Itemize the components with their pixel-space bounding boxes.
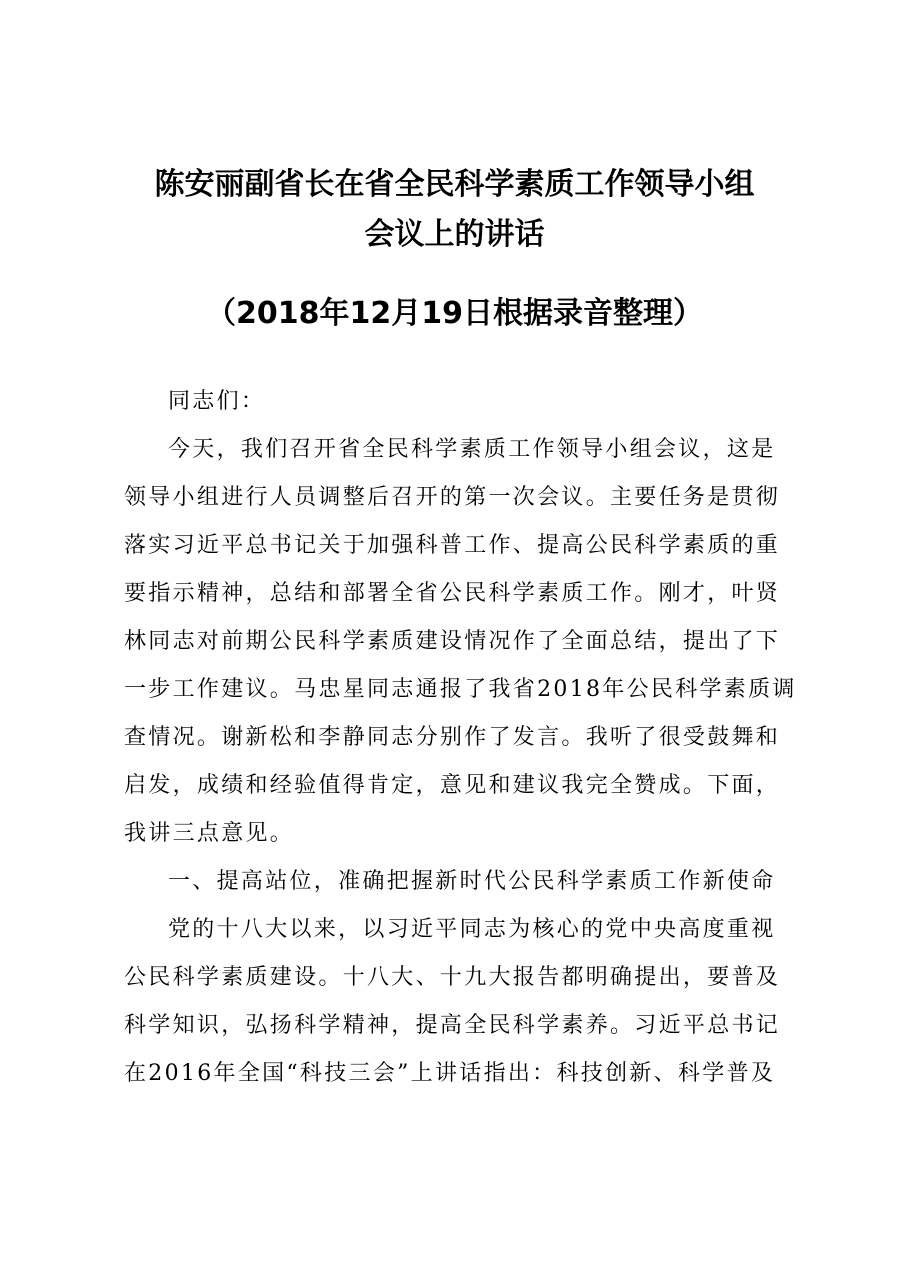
- paragraph-line: 一步工作建议。马忠星同志通报了我省2018年公民科学素质调: [124, 677, 797, 702]
- paragraph-line: 今天，我们召开省全民科学素质工作领导小组会议，这是: [168, 437, 776, 462]
- document-body: [124, 378, 796, 1098]
- document-title: [0, 160, 909, 260]
- document-subtitle: （2018年12月19日根据录音整理）: [206, 296, 703, 331]
- paragraph-line: 启发，成绩和经验值得肯定，意见和建议我完全赞成。下面，: [124, 773, 781, 798]
- paragraph-line: 要指示精神，总结和部署全省公民科学素质工作。刚才，叶贤: [124, 581, 781, 606]
- paragraph-line: 查情况。谢新松和李静同志分别作了发言。我听了很受鼓舞和: [124, 725, 781, 750]
- paragraph-line: 科学知识，弘扬科学精神，提高全民科学素养。习近平总书记: [124, 1013, 781, 1038]
- salutation: [124, 378, 796, 426]
- title-line-1: 陈安丽副省长在省全民科学素质工作领导小组: [154, 167, 755, 202]
- paragraph-line: 落实习近平总书记关于加强科普工作、提高公民科学素质的重: [124, 533, 781, 558]
- paragraph-line: 林同志对前期公民科学素质建设情况作了全面总结，提出了下: [124, 629, 781, 654]
- section-heading-1: [124, 858, 796, 906]
- paragraph-2: [124, 906, 796, 1098]
- paragraph-1: [124, 426, 796, 858]
- paragraph-line: 领导小组进行人员调整后召开的第一次会议。主要任务是贯彻: [124, 485, 781, 510]
- salutation-text: 同志们：: [168, 389, 266, 414]
- title-line-2: 会议上的讲话: [364, 217, 545, 252]
- paragraph-line: 公民科学素质建设。十八大、十九大报告都明确提出，要普及: [124, 965, 781, 990]
- section-heading-text: 一、提高站位，准确把握新时代公民科学素质工作新使命: [168, 869, 776, 894]
- paragraph-line: 我讲三点意见。: [124, 821, 295, 846]
- paragraph-line: 党的十八大以来，以习近平同志为核心的党中央高度重视: [168, 917, 776, 942]
- paragraph-line: 在2016年全国“科技三会”上讲话指出：科技创新、科学普及: [124, 1061, 776, 1086]
